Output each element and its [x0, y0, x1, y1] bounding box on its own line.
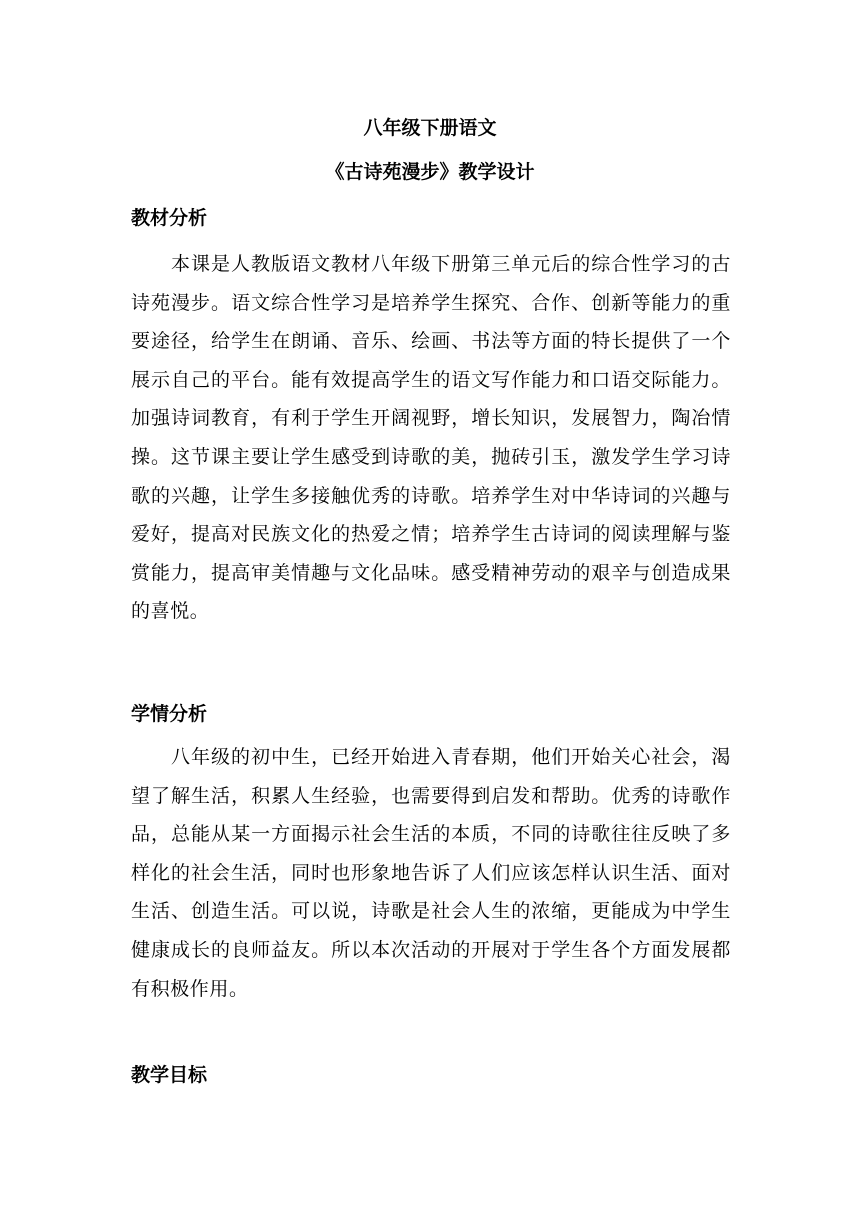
- document-title-grade: 八年级下册语文: [363, 117, 497, 139]
- section-heading-teaching-objectives: 教学目标: [131, 1064, 208, 1086]
- section-heading-textbook-analysis: 教材分析: [131, 207, 208, 229]
- section-paragraph-student-analysis: 八年级的初中生，已经开始进入青春期，他们开始关心社会，渴望了解生活，积累人生经验，也需要得到启发和帮助。优秀的诗歌作品，总能从某一方面揭示社会生活的本质，不同的诗歌往往反映了多样化的社会生活，同时也形象地告诉了人们应该怎样认识生活、面对生活、创造生活。可以说，诗歌是社会人生的浓缩，更能成为中学生健康成长的良师益友。所以本次活动的开展对于学生各个方面发展都有积极作用。: [131, 746, 731, 1000]
- document-title-lesson: 《古诗苑漫步》教学设计: [325, 161, 535, 183]
- section-heading-student-analysis: 学情分析: [131, 703, 208, 725]
- section-paragraph-textbook-analysis: 本课是人教版语文教材八年级下册第三单元后的综合性学习的古诗苑漫步。语文综合性学习是培养学生探究、合作、创新等能力的重要途径，给学生在朗诵、音乐、绘画、书法等方面的特长提供了一个展示自己的平台。能有效提高学生的语文写作能力和口语交际能力。加强诗词教育，有利于学生开阔视野，增长知识，发展智力，陶冶情操。这节课主要让学生感受到诗歌的美，抛砖引玉，激发学生学习诗歌的兴趣，让学生多接触优秀的诗歌。培养学生对中华诗词的兴趣与爱好，提高对民族文化的热爱之情；培养学生古诗词的阅读理解与鉴赏能力，提高审美情趣与文化品味。感受精神劳动的艰辛与创造成果的喜悦。: [131, 253, 731, 623]
